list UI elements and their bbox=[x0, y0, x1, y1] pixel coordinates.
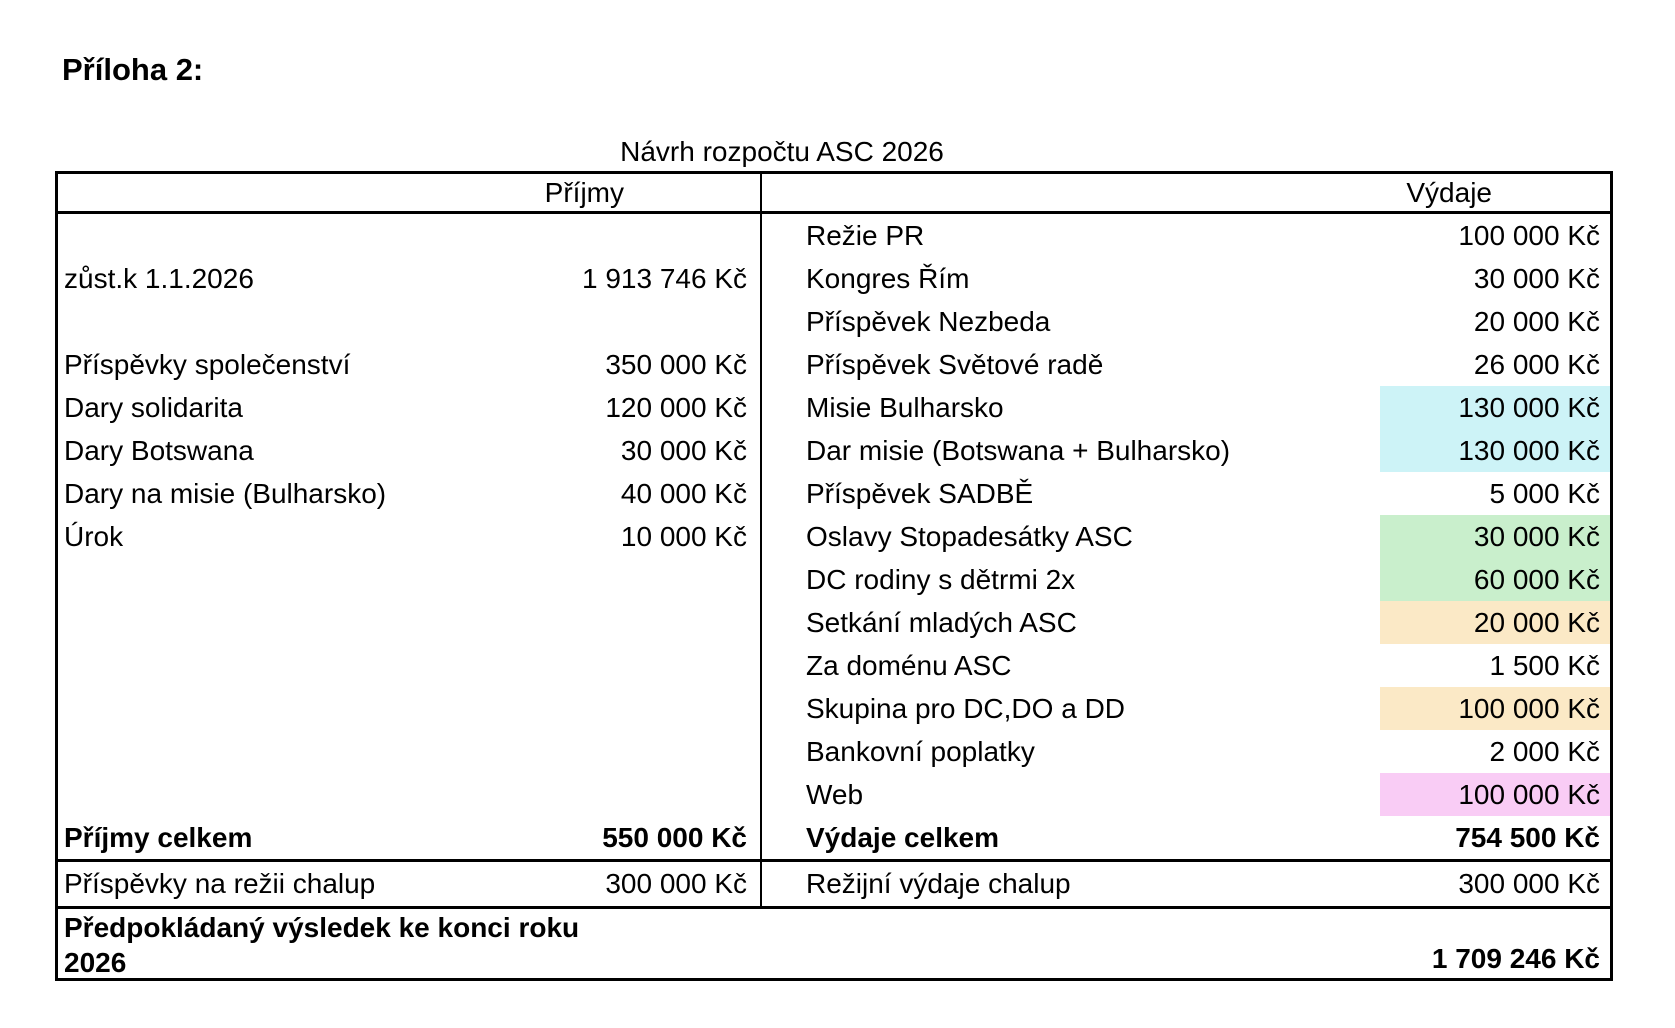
income-row-label bbox=[58, 687, 747, 730]
income-row-amount: 350 000 Kč bbox=[605, 348, 747, 380]
expense-row-label: Dar misie (Botswana + Bulharsko) bbox=[806, 434, 1231, 466]
expense-row-amount: 100 000 Kč bbox=[1380, 687, 1610, 730]
result-row bbox=[58, 909, 1610, 978]
table-row bbox=[58, 343, 1610, 386]
income-cell bbox=[58, 558, 762, 601]
expense-chalets-cell bbox=[762, 862, 1610, 906]
table-row bbox=[58, 644, 1610, 687]
expense-row-amount: 60 000 Kč bbox=[1380, 558, 1610, 601]
income-chalets-amount: 300 000 Kč bbox=[605, 868, 747, 899]
expense-row-amount: 130 000 Kč bbox=[1380, 429, 1610, 472]
expense-cell bbox=[762, 386, 1610, 429]
income-row-label bbox=[58, 214, 747, 257]
income-cell bbox=[58, 644, 762, 687]
income-total-label: Příjmy celkem bbox=[64, 821, 253, 853]
expense-cell bbox=[762, 601, 1610, 644]
expense-cell bbox=[762, 515, 1610, 558]
expense-cell bbox=[762, 257, 1610, 300]
income-row-label: Příspěvky společenství bbox=[64, 348, 351, 380]
expense-chalets-label: Režijní výdaje chalup bbox=[806, 868, 1071, 899]
expense-row-label: Kongres Řím bbox=[806, 262, 970, 294]
table-row bbox=[58, 687, 1610, 730]
expense-row-amount: 100 000 Kč bbox=[1458, 219, 1600, 251]
income-row-label bbox=[58, 601, 747, 644]
income-cell bbox=[58, 773, 762, 816]
expense-row-amount: 100 000 Kč bbox=[1380, 773, 1610, 816]
income-row-amount bbox=[747, 214, 760, 257]
income-cell bbox=[58, 214, 762, 257]
result-label-line2: 2026 bbox=[64, 947, 127, 978]
income-cell bbox=[58, 730, 762, 773]
budget-table bbox=[55, 171, 1613, 981]
expense-row-label: Příspěvek SADBĚ bbox=[806, 477, 1034, 509]
expense-cell bbox=[762, 644, 1610, 687]
result-label-line1: Předpokládaný výsledek ke konci roku bbox=[64, 912, 580, 943]
income-row-amount bbox=[747, 773, 760, 816]
income-row-label: zůst.k 1.1.2026 bbox=[64, 262, 254, 294]
income-header: Příjmy bbox=[58, 174, 762, 211]
expense-row-amount: 26 000 Kč bbox=[1473, 348, 1600, 380]
income-row-label bbox=[58, 773, 747, 816]
chalets-row bbox=[58, 859, 1610, 909]
expense-row-amount: 20 000 Kč bbox=[1380, 601, 1610, 644]
income-row-amount bbox=[747, 687, 760, 730]
income-cell bbox=[58, 515, 762, 558]
expense-cell bbox=[762, 300, 1610, 343]
expense-cell bbox=[762, 773, 1610, 816]
income-row-label bbox=[58, 558, 747, 601]
income-row-amount: 120 000 Kč bbox=[605, 391, 747, 423]
income-cell bbox=[58, 429, 762, 472]
expense-total-label: Výdaje celkem bbox=[806, 821, 1000, 853]
income-row-amount bbox=[747, 300, 760, 343]
expense-row-label: Misie Bulharsko bbox=[806, 391, 1004, 423]
expense-row-label: Režie PR bbox=[806, 219, 925, 251]
expenses-header: Výdaje bbox=[1406, 176, 1492, 208]
income-row-label: Dary solidarita bbox=[64, 391, 243, 423]
expense-row-amount: 30 000 Kč bbox=[1473, 262, 1600, 294]
table-row bbox=[58, 601, 1610, 644]
expense-row-label: Web bbox=[806, 778, 864, 810]
expense-cell bbox=[762, 558, 1610, 601]
income-cell bbox=[58, 300, 762, 343]
income-row-amount bbox=[747, 601, 760, 644]
table-row bbox=[58, 257, 1610, 300]
expense-cell bbox=[762, 343, 1610, 386]
table-row bbox=[58, 558, 1610, 601]
expense-row-amount: 130 000 Kč bbox=[1380, 386, 1610, 429]
income-cell bbox=[58, 343, 762, 386]
income-cell bbox=[58, 601, 762, 644]
income-total-amount: 550 000 Kč bbox=[602, 821, 747, 853]
income-row-label bbox=[58, 644, 747, 687]
income-row-amount: 10 000 Kč bbox=[620, 520, 747, 552]
expense-row-amount: 2 000 Kč bbox=[1489, 735, 1600, 767]
income-row-amount bbox=[747, 730, 760, 773]
expense-cell bbox=[762, 730, 1610, 773]
expense-cell bbox=[762, 214, 1610, 257]
table-row bbox=[58, 300, 1610, 343]
table-row bbox=[58, 472, 1610, 515]
table-row bbox=[58, 386, 1610, 429]
table-title: Návrh rozpočtu ASC 2026 bbox=[620, 136, 944, 167]
expense-row-label: Oslavy Stopadesátky ASC bbox=[806, 520, 1133, 552]
expense-cell bbox=[762, 687, 1610, 730]
income-total-cell bbox=[58, 816, 762, 859]
expense-row-amount: 30 000 Kč bbox=[1380, 515, 1610, 558]
expense-total-amount: 754 500 Kč bbox=[1455, 821, 1600, 853]
expense-row-amount: 5 000 Kč bbox=[1489, 477, 1600, 509]
expense-row-label: Skupina pro DC,DO a DD bbox=[806, 692, 1126, 724]
income-cell bbox=[58, 257, 762, 300]
table-row bbox=[58, 773, 1610, 816]
income-chalets-label: Příspěvky na režii chalup bbox=[64, 868, 376, 899]
table-row bbox=[58, 429, 1610, 472]
income-row-label: Dary na misie (Bulharsko) bbox=[64, 477, 387, 509]
table-row bbox=[58, 214, 1610, 257]
income-row-amount: 30 000 Kč bbox=[620, 434, 747, 466]
expense-row-label: Bankovní poplatky bbox=[806, 735, 1035, 767]
income-row-label: Úrok bbox=[64, 520, 124, 552]
income-cell bbox=[58, 687, 762, 730]
table-row bbox=[58, 730, 1610, 773]
expense-row-amount: 20 000 Kč bbox=[1473, 305, 1600, 337]
expense-row-label: Setkání mladých ASC bbox=[806, 606, 1077, 638]
income-row-amount: 1 913 746 Kč bbox=[581, 262, 747, 294]
table-header-row bbox=[58, 174, 1610, 214]
expense-row-label: Příspěvek Nezbeda bbox=[806, 305, 1051, 337]
income-row-amount bbox=[747, 644, 760, 687]
income-row-label bbox=[58, 300, 747, 343]
expense-row-label: Příspěvek Světové radě bbox=[806, 348, 1104, 380]
attachment-label: Příloha 2: bbox=[62, 52, 204, 87]
income-chalets-cell bbox=[58, 862, 762, 906]
income-cell bbox=[58, 386, 762, 429]
income-cell bbox=[58, 472, 762, 515]
table-row bbox=[58, 515, 1610, 558]
income-row-amount: 40 000 Kč bbox=[620, 477, 747, 509]
expense-total-cell bbox=[762, 816, 1610, 859]
expense-cell bbox=[762, 429, 1610, 472]
result-amount: 1 709 246 Kč bbox=[1431, 943, 1600, 974]
expense-row-amount: 1 500 Kč bbox=[1489, 649, 1600, 681]
expense-row-label: DC rodiny s dětrmi 2x bbox=[806, 563, 1076, 595]
totals-row bbox=[58, 816, 1610, 859]
result-label bbox=[58, 909, 1310, 978]
income-row-amount bbox=[747, 558, 760, 601]
expense-row-label: Za doménu ASC bbox=[806, 649, 1012, 681]
expense-chalets-amount: 300 000 Kč bbox=[1458, 868, 1600, 899]
income-row-label bbox=[58, 730, 747, 773]
income-row-label: Dary Botswana bbox=[64, 434, 254, 466]
expense-cell bbox=[762, 472, 1610, 515]
